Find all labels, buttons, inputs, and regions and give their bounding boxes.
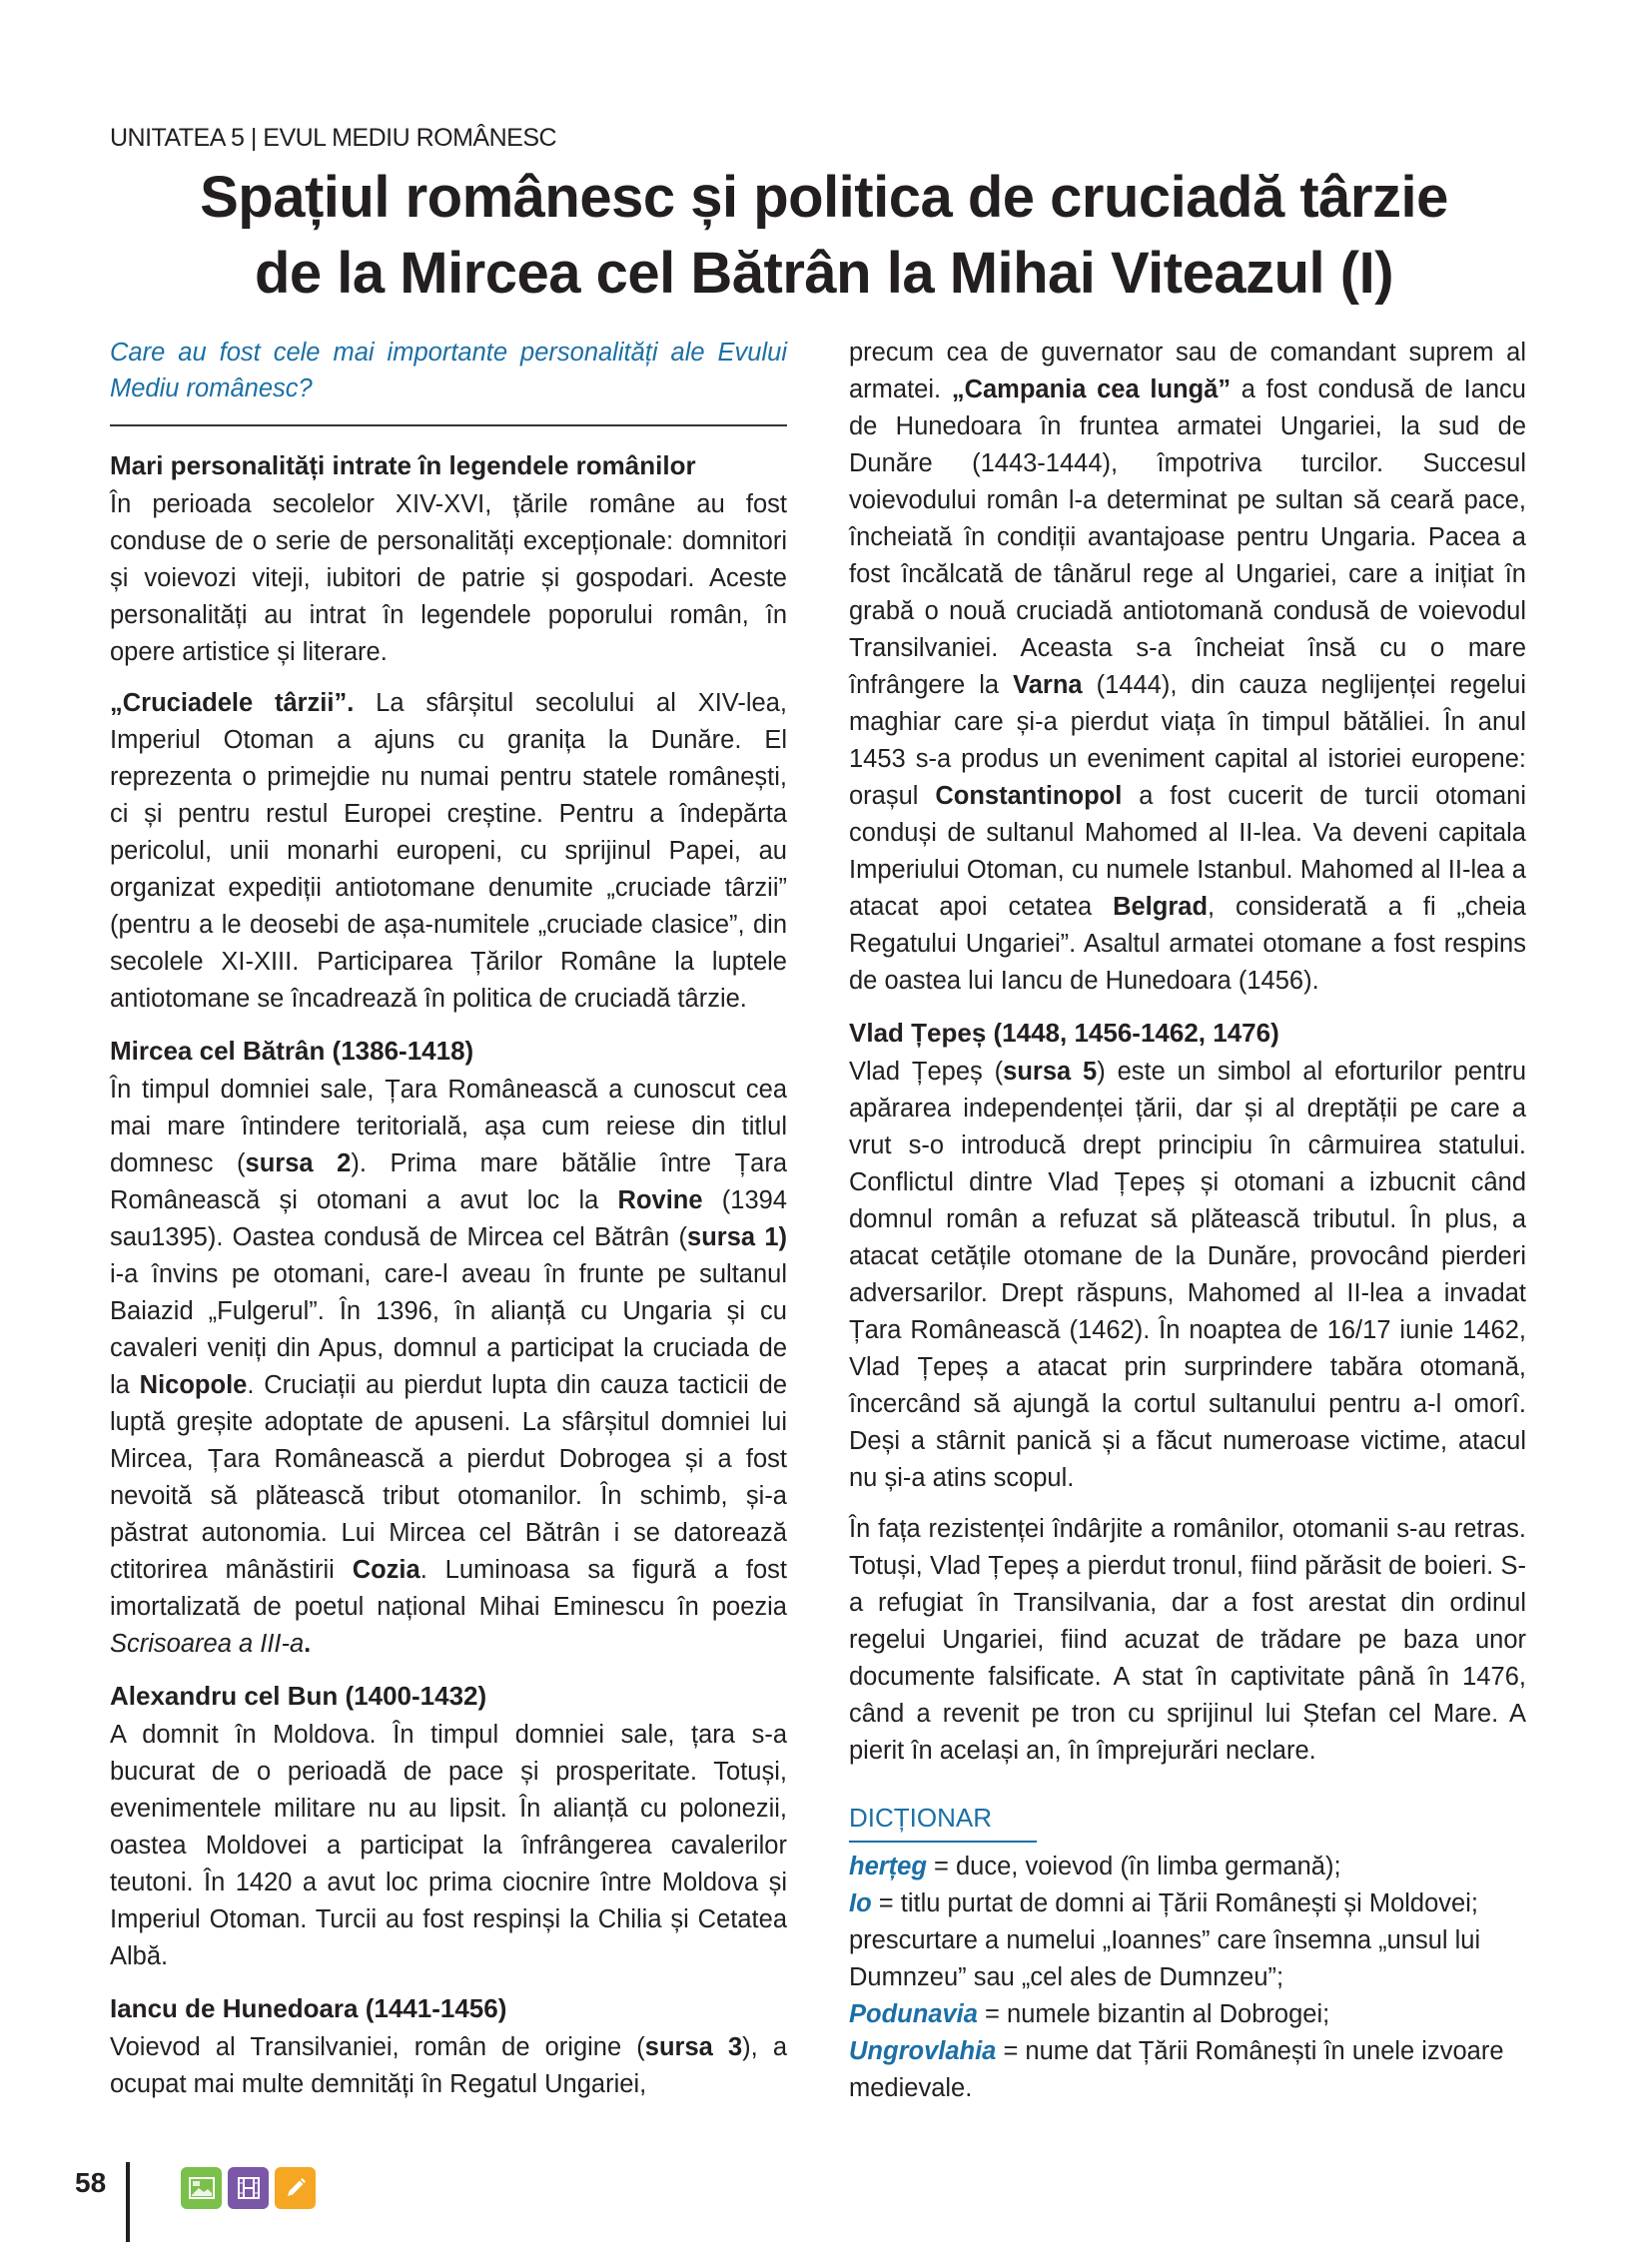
dictionary-definition: = numele bizantin al Dobrogei;: [977, 2000, 1330, 2028]
place-varna: Varna: [1013, 671, 1083, 699]
paragraph-alexandru: A domnit în Moldova. În timpul domniei sale, țara s-a bucurat de o perioadă de pace și prosperitate. Totuși, evenimentele militare nu au lipsit. În alianță cu polonezii, oastea Moldovei a participat la înfrângerea cavalerilor teutoni. În 1420 a avut loc prima ciocnire între Moldova și Imperiul Otoman. Turcii au fost respinși la Chilia și Cetatea Albă.: [110, 1721, 787, 1970]
late-crusades-lead: „Cruciadele târzii”.: [110, 689, 355, 717]
paragraph-late-crusades: [110, 685, 787, 1018]
paragraph-vlad: [849, 1054, 1526, 1497]
divider: [110, 424, 787, 426]
place-cozia: Cozia: [352, 1556, 420, 1584]
section-heading-mircea: Mircea cel Bătrân (1386-1418): [110, 1036, 474, 1066]
text: Vlad Țepeș (: [849, 1058, 1004, 1086]
text: . Cruciații au pierdut lupta din cauza tacticii de luptă greșite adoptate de apuseni. La sfârșitul domniei lui Mircea, Țara Românească a pierdut Dobrogea și a fost nevoită să plătească tribut otomanilor. În schimb, și-a păstrat autonomia. Lui Mircea cel Bătrân i se datorează ctitorirea mânăstirii: [110, 1371, 787, 1584]
footer-divider: [126, 2162, 130, 2242]
poem-title: Scrisoarea a III-a: [110, 1630, 305, 1658]
dictionary-entry: [849, 2033, 1526, 2107]
section-heading-personalities: Mari personalități intrate în legendele românilor: [110, 450, 696, 480]
dictionary-definition: = titlu purtat de domni ai Țării Românești și Moldovei; prescurtare a numelui „Ioannes” care însemna „unsul lui Dumnzeu” sau „cel ales de Dumnzeu”;: [849, 1889, 1481, 1991]
right-column: [849, 335, 1526, 2107]
section-heading-vlad: Vlad Țepeș (1448, 1456-1462, 1476): [849, 1018, 1279, 1048]
text: . Luminoasa sa figură a fost imortalizată de poetul național Mihai Eminescu în poezia: [110, 1556, 788, 1621]
source-ref: sursa 3: [644, 2033, 743, 2061]
paragraph-iancu: [110, 2029, 787, 2103]
paragraph-personalities: În perioada secolelor XIV-XVI, țările române au fost conduse de o serie de personalități excepționale: domnitori și voievozi viteji, iubitori de patrie și gospodari. Aceste personalități au intrat în legendele poporului român, în opere artistice și literare.: [110, 490, 787, 666]
late-crusades-text: La sfârșitul secolului al XIV-lea, Imperiul Otoman a ajuns cu granița la Dunăre. El reprezenta o primejdie nu numai pentru statele românești, ci și pentru restul Europei creștine. Pentru a îndepărta pericolul, unii monarhi europeni, cu sprijinul Papei, au organizat expediții antiotomane denumite „cruciade târzii” (pentru a le deosebi de așa-numitele „cruciade clasice”, din secolele XI-XIII. Participarea Țărilor Române la luptele antiotomane se încadrează în politica de cruciadă târzie.: [110, 689, 787, 1013]
text: .: [304, 1630, 312, 1658]
image-icon[interactable]: [181, 2167, 222, 2209]
text: a fost condusă de Iancu de Hunedoara în fruntea armatei Ungariei, la sud de Dunăre (1443-1444), împotriva turcilor. Succesul voievodului român l-a determinat pe sultan să ceară pace, încheiată în condiții avantajoase pentru Ungaria. Pacea a fost încălcată de tânărul rege al Ungariei, care a inițiat în grabă o nouă cruciadă antiotomană condusă de voievodul Transilvaniei. Aceasta s-a încheiat însă cu o mare înfrângere la: [849, 375, 1526, 699]
dictionary-title: DICȚIONAR: [849, 1800, 1037, 1843]
paragraph-iancu-continued: [849, 335, 1526, 1000]
page-title: [110, 160, 1538, 312]
place-constantinopol: Constantinopol: [935, 782, 1123, 810]
text: Voievod al Transilvaniei, român de origine (: [110, 2033, 645, 2061]
dictionary-term: herțeg: [849, 1853, 927, 1880]
dictionary-entry: [849, 1885, 1526, 1996]
paragraph-mircea: [110, 1072, 787, 1663]
dictionary-definition: = duce, voievod (în limba germană);: [926, 1853, 1341, 1880]
text: (1444), din cauza neglijenței regelui maghiar care și-a pierdut viața în timpul bătăliei. În anul 1453 s-a produs un eveniment capital al istoriei europene: orașul: [849, 671, 1526, 810]
pencil-icon[interactable]: [275, 2167, 316, 2209]
text: a fost cucerit de turcii otomani conduși de sultanul Mahomed al II-lea. Va deveni capitala Imperiului Otoman, cu numele Istanbul. Mahomed al II-lea a atacat apoi cetatea: [849, 782, 1526, 921]
film-icon[interactable]: [228, 2167, 269, 2209]
section-heading-iancu: Iancu de Hunedoara (1441-1456): [110, 1993, 507, 2023]
dictionary-definition: = nume dat Țării Românești în unele izvoare medievale.: [849, 2037, 1504, 2102]
text: ), a ocupat mai multe demnități în Regatul Ungariei,: [110, 2033, 787, 2098]
left-column: [110, 335, 787, 2117]
paragraph-vlad-2: În fața rezistenței îndârjite a românilor, otomanii s-au retras. Totuși, Vlad Țepeș a pierdut tronul, fiind părăsit de boieri. S-a refugiat în Transilvania, dar a fost arestat din ordinul regelui Ungariei, fiind acuzat de trădare pe baza unor documente falsificate. A stat în captivitate până în 1476, când a revenit pe tron cu sprijinul lui Ștefan cel Mare. A pierit în același an, în împrejurări neclare.: [849, 1515, 1526, 1765]
source-ref: sursa 5: [1003, 1058, 1098, 1086]
text: ). Prima mare bătălie între Țara Românească și otomani a avut loc la: [110, 1149, 788, 1214]
text: În timpul domniei sale, Țara Românească a cunoscut cea mai mare întindere teritorială, așa cum reiese din titlul domnesc (: [110, 1076, 787, 1177]
dictionary-term: Podunavia: [849, 2000, 978, 2028]
dictionary-term: Io: [849, 1889, 872, 1917]
text: i-a învins pe otomani, care-l aveau în frunte pe sultanul Baiazid „Fulgerul”. În 1396, în alianță cu Ungaria și cu cavaleri veniți din Apus, domnul a participat la cruciada de la: [110, 1260, 787, 1399]
dictionary-term: Ungrovlahia: [849, 2037, 997, 2065]
unit-label: UNITATEA 5 | EVUL MEDIU ROMÂNESC: [110, 124, 557, 152]
text: ) este un simbol al eforturilor pentru apărarea independenței țării, dar și al dreptății pe care a vrut s-o introducă drept principiu în cârmuirea statului. Conflictul dintre Vlad Țepeș și otomani a izbucnit când domnul român a refuzat să plătească tributul. În plus, a atacat cetățile otomane de la Dunăre, provocând pierderi adversarilor. Drept răspuns, Mahomed al II-lea a invadat Țara Românească (1462). În noaptea de 16/17 iunie 1462, Vlad Țepeș a atacat prin surprindere tabăra otomană, încercând să ajungă la cortul sultanului pentru a-l omorî. Deși a stârnit panică și a făcut numeroase victime, atacul nu și-a atins scopul.: [849, 1058, 1527, 1492]
page-number: 58: [75, 2167, 107, 2198]
dictionary-entry: [849, 1849, 1526, 1885]
guiding-question: Care au fost cele mai importante personalități ale Evului Mediu românesc?: [110, 339, 787, 402]
place-belgrad: Belgrad: [1113, 893, 1209, 921]
campaign-name: „Campania cea lungă”: [951, 375, 1232, 403]
page-title-line-2: de la Mircea cel Bătrân la Mihai Viteazul (I): [254, 241, 1394, 306]
text: precum cea de guvernator sau de comandant suprem al armatei.: [849, 339, 1526, 403]
source-ref: sursa 1): [687, 1223, 788, 1251]
place-rovine: Rovine: [617, 1186, 703, 1214]
dictionary-entry: [849, 1996, 1526, 2033]
source-ref: sursa 2: [245, 1149, 352, 1177]
place-nicopole: Nicopole: [139, 1371, 248, 1399]
page-title-line-1: Spațiul românesc și politica de cruciadă târzie: [200, 165, 1448, 230]
text: , considerată a fi „cheia Regatului Ungariei”. Asaltul armatei otomane a fost respins de oastea lui Iancu de Hunedoara (1456).: [849, 893, 1526, 995]
text: (1394 sau1395). Oastea condusă de Mircea cel Bătrân (: [110, 1186, 787, 1251]
section-heading-alexandru: Alexandru cel Bun (1400-1432): [110, 1681, 487, 1711]
